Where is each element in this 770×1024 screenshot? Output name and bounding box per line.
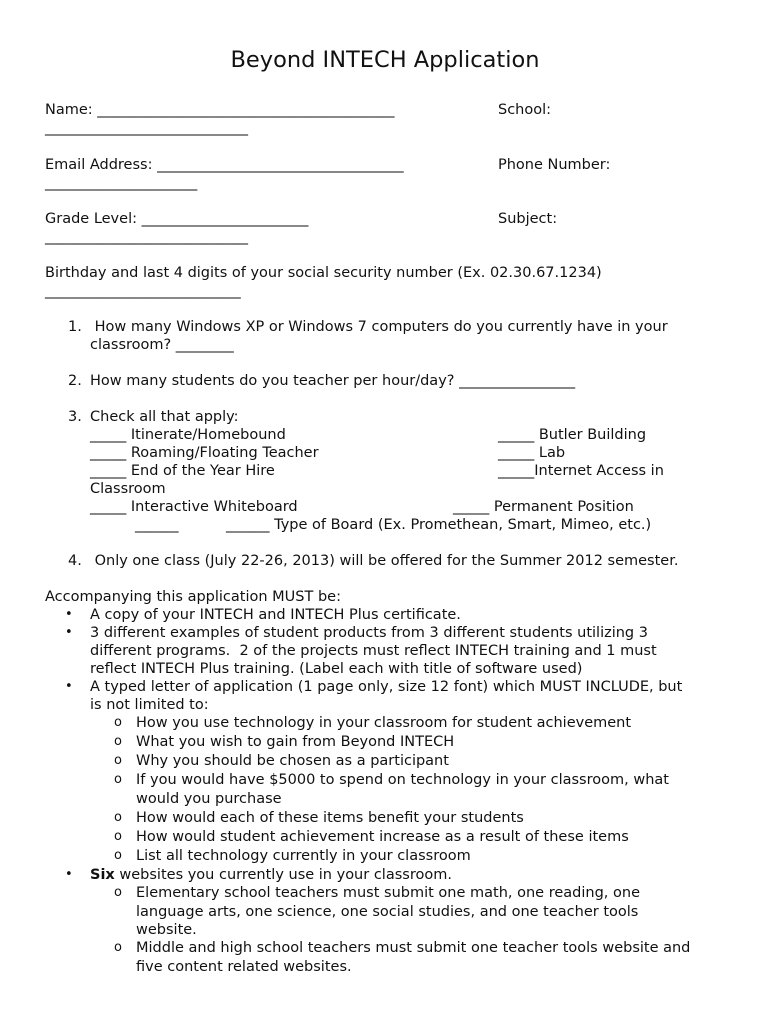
sub-bullet-icon: o — [114, 734, 122, 749]
sub-bullet-icon: o — [114, 885, 122, 900]
list-item: 3 different examples of student products from 3 different students utilizing 3 — [90, 625, 648, 641]
subject-blank[interactable]: ____________________________ — [45, 229, 248, 245]
bullet-icon: • — [65, 607, 73, 622]
sub-list-item: Why you should be chosen as a participant — [136, 753, 449, 769]
question-number: 3. — [68, 409, 82, 425]
sub-list-item: How would each of these items benefit your students — [136, 810, 524, 826]
email-blank[interactable]: __________________________________ — [157, 157, 404, 173]
sub-list-item: If you would have $5000 to spend on technology in your classroom, what — [136, 772, 669, 788]
question-number: 1. — [68, 319, 82, 335]
sub-bullet-icon: o — [114, 753, 122, 768]
question-text: How many Windows XP or Windows 7 computers do you currently have in your — [90, 319, 668, 335]
grade-label: Grade Level: — [45, 211, 142, 227]
accompanying-heading: Accompanying this application MUST be: — [45, 589, 341, 605]
checkbox-butler-building[interactable]: _____ Butler Building — [498, 427, 647, 443]
page-title: Beyond INTECH Application — [230, 47, 540, 73]
phone-label: Phone Number: — [498, 157, 611, 173]
sub-list-item: List all technology currently in your classroom — [136, 848, 471, 864]
sub-list-item: Elementary school teachers must submit one math, one reading, one — [136, 885, 640, 901]
board-type-field[interactable]: ______ Type of Board (Ex. Promethean, Smart, Mimeo, etc.) — [226, 517, 652, 533]
sub-bullet-icon: o — [114, 810, 122, 825]
checkbox-internet-access-wrap: Classroom — [90, 481, 166, 497]
list-item-line: reflect INTECH Plus training. (Label each with title of software used) — [90, 661, 583, 677]
sub-list-item-line: website. — [136, 922, 197, 938]
list-item — [90, 866, 452, 884]
question-number: 2. — [68, 373, 82, 389]
question-number: 4. — [68, 553, 82, 569]
checkbox-end-of-year-hire[interactable]: _____ End of the Year Hire — [90, 463, 275, 479]
question-text: Check all that apply: — [90, 409, 239, 425]
sub-bullet-icon: o — [114, 940, 122, 955]
birthday-label: Birthday and last 4 digits of your social security number (Ex. 02.30.67.1234) — [45, 265, 602, 281]
bullet-icon: • — [65, 867, 73, 882]
school-blank[interactable]: ____________________________ — [45, 120, 248, 136]
checkbox-lab[interactable]: _____ Lab — [498, 445, 566, 461]
list-item-text: websites you currently use in your classroom. — [114, 867, 452, 883]
sub-bullet-icon: o — [114, 772, 122, 787]
checkbox-permanent-position[interactable]: _____ Permanent Position — [453, 499, 634, 515]
sub-list-item-line: language arts, one science, one social studies, and one teacher tools — [136, 904, 639, 920]
emphasis-text: Six — [90, 867, 115, 883]
students-per-hour-field[interactable]: How many students do you teacher per hour/day? ________________ — [90, 373, 576, 389]
sub-list-item: What you wish to gain from Beyond INTECH — [136, 734, 455, 750]
question-text: Only one class (July 22-26, 2013) will be offered for the Summer 2012 semester. — [90, 553, 679, 569]
list-item: A copy of your INTECH and INTECH Plus certificate. — [90, 607, 461, 623]
sub-list-item: How would student achievement increase as a result of these items — [136, 829, 629, 845]
checkbox-internet-access[interactable]: _____Internet Access in — [498, 463, 664, 479]
email-label: Email Address: — [45, 157, 158, 173]
computers-count-field[interactable]: classroom? ________ — [90, 337, 234, 353]
list-item-line: is not limited to: — [90, 697, 209, 713]
sub-list-item-line: would you purchase — [136, 791, 282, 807]
subject-label: Subject: — [498, 211, 558, 227]
list-item: A typed letter of application (1 page only, size 12 font) which MUST INCLUDE, but — [90, 679, 683, 695]
sub-bullet-icon: o — [114, 829, 122, 844]
name-label: Name: — [45, 102, 98, 118]
grade-blank[interactable]: _______________________ — [141, 211, 309, 227]
checkbox-itinerate[interactable]: _____ Itinerate/Homebound — [90, 427, 286, 443]
checkbox-roaming[interactable]: _____ Roaming/Floating Teacher — [90, 445, 319, 461]
birthday-blank[interactable]: ___________________________ — [45, 283, 241, 299]
checkbox-interactive-whiteboard[interactable]: _____ Interactive Whiteboard — [90, 499, 298, 515]
bullet-icon: • — [65, 625, 73, 640]
sub-list-item: How you use technology in your classroom for student achievement — [136, 715, 632, 731]
school-label: School: — [498, 102, 552, 118]
board-blank[interactable]: ______ — [135, 517, 179, 533]
name-blank[interactable]: _________________________________________ — [97, 102, 395, 118]
sub-bullet-icon: o — [114, 715, 122, 730]
phone-blank[interactable]: _____________________ — [45, 175, 198, 191]
sub-list-item: Middle and high school teachers must submit one teacher tools website and — [136, 940, 691, 956]
name-field[interactable] — [45, 101, 395, 119]
grade-field[interactable] — [45, 210, 308, 228]
sub-list-item-line: five content related websites. — [136, 959, 352, 975]
email-field[interactable] — [45, 156, 404, 174]
list-item-line: different programs. 2 of the projects must reflect INTECH training and 1 must — [90, 643, 657, 659]
sub-bullet-icon: o — [114, 848, 122, 863]
bullet-icon: • — [65, 679, 73, 694]
